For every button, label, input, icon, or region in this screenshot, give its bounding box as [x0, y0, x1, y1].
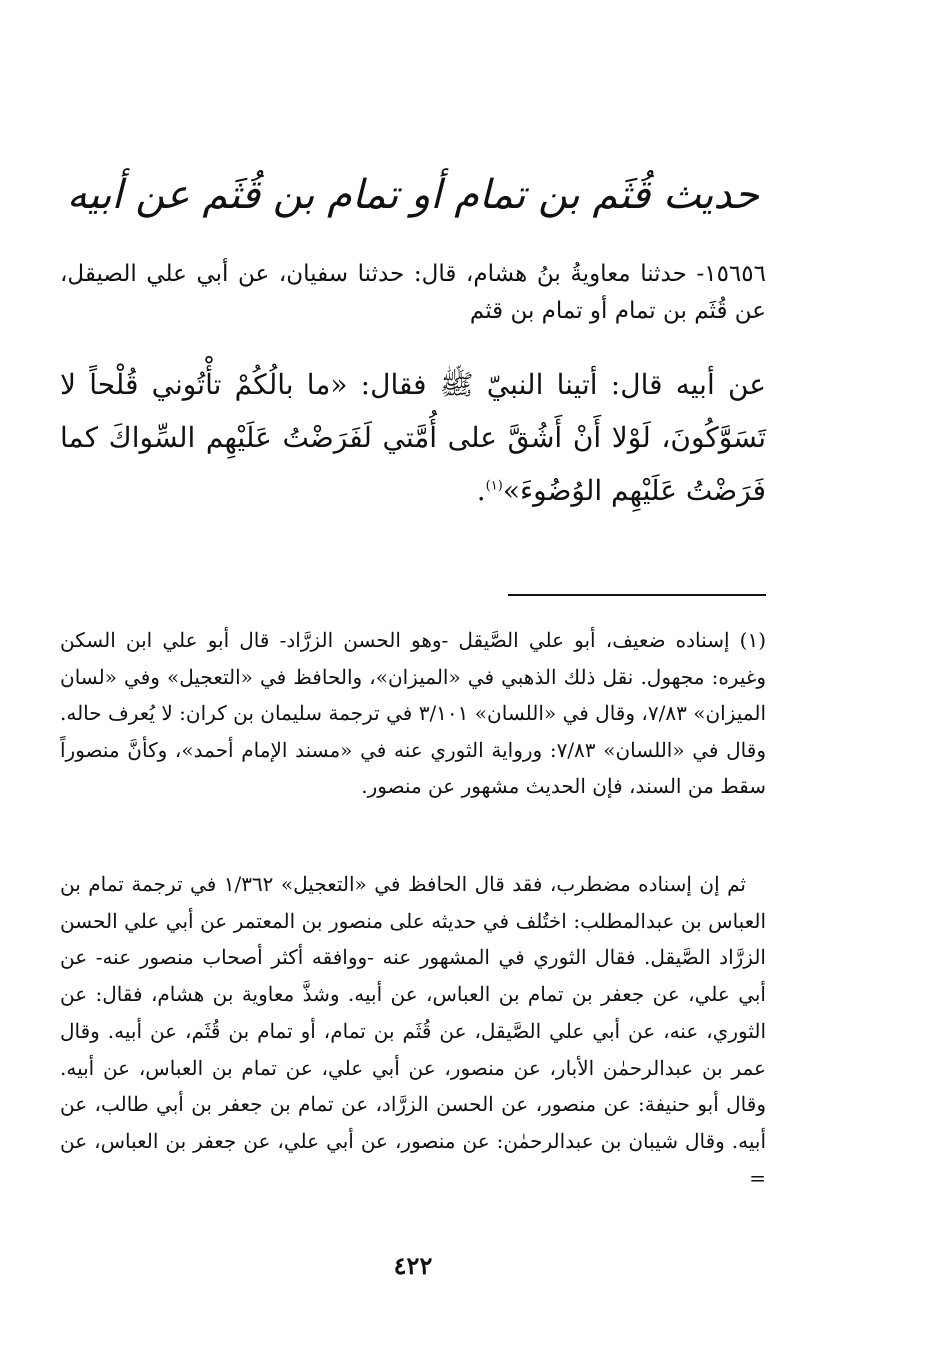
footnote-1	[60, 622, 766, 805]
footnote-paragraph-2: ثم إن إسناده مضطرب، فقد قال الحافظ في «التعجيل» ١/٣٦٢ في ترجمة تمام بن العباس بن عبدالمطلب: اختُلف في حديثه على منصور بن المعتمر عن أبي علي الحسن الزرَّاد الصَّيقل. فقال الثوري في المشهور عنه -ووافقه أكثر أصحاب منصور عنه- عن أبي علي، عن جعفر بن تمام بن العباس، عن أبيه. وشذَّ معاوية بن هشام، فقال: عن الثوري، عنه، عن أبي علي الصَّيقل، عن قُثَم بن تمام، أو تمام بن قُثَم، عن أبيه. وقال عمر بن عبدالرحمٰن الأبار، عن منصور، عن أبي علي، عن تمام بن العباس، عن أبيه. وقال أبو حنيفة: عن منصور، عن الحسن الزرَّاد، عن تمام بن جعفر بن أبي طالب، عن أبيه. وقال شيبان بن عبدالرحمٰن: عن منصور، عن أبي علي، عن جعفر بن العباس، عن =	[60, 872, 767, 1190]
hadith-matn	[60, 358, 766, 517]
footnote-marker[interactable]: (١)	[485, 478, 503, 494]
hadith-chapter-heading: حديث قُثَم بن تمام أو تمام بن قُثَم عن أبيه	[66, 172, 760, 218]
book-page	[60, 0, 766, 1352]
footnote-1-continued	[60, 866, 766, 1196]
footnote-paragraph-1: (١) إسناده ضعيف، أبو علي الصَّيقل -وهو الحسن الزرَّاد- قال أبو علي ابن السكن وغيره: مجهول. نقل ذلك الذهبي في «الميزان»، والحافظ في «التعجيل» وفي «لسان الميزان» ٧/٨٣، وقال في «اللسان» ٣/١٠١ في ترجمة سليمان بن كران: لا يُعرف حاله. وقال في «اللسان» ٧/٨٣: ورواية الثوري عنه في «مسند الإمام أحمد»، وكأنَّ منصوراً سقط من السند، فإن الحديث مشهور عن منصور.	[60, 628, 766, 798]
footnote-separator	[508, 594, 766, 596]
matn-text: عن أبيه قال: أتينا النبيّ ﷺ فقال: «ما بالُكُمْ تأْتُوني قُلْحاً لا تَسَوَّكُونَ، لَوْلا أَنْ أَشُقَّ على أُمَّتي لَفَرَضْتُ عَلَيْهِم السِّواكَ كما فَرَضْتُ عَلَيْهِم الوُضُوءَ»	[60, 368, 766, 507]
page-number: ٤٢٢	[393, 1251, 433, 1280]
hadith-isnad	[60, 256, 766, 330]
matn-end-punctuation: .	[476, 474, 486, 507]
isnad-text: ١٥٦٥٦- حدثنا معاويةُ بنُ هشام، قال: حدثنا سفيان، عن أبي علي الصيقل، عن قُثَم بن تمام أو تمام بن قثم	[60, 261, 766, 324]
